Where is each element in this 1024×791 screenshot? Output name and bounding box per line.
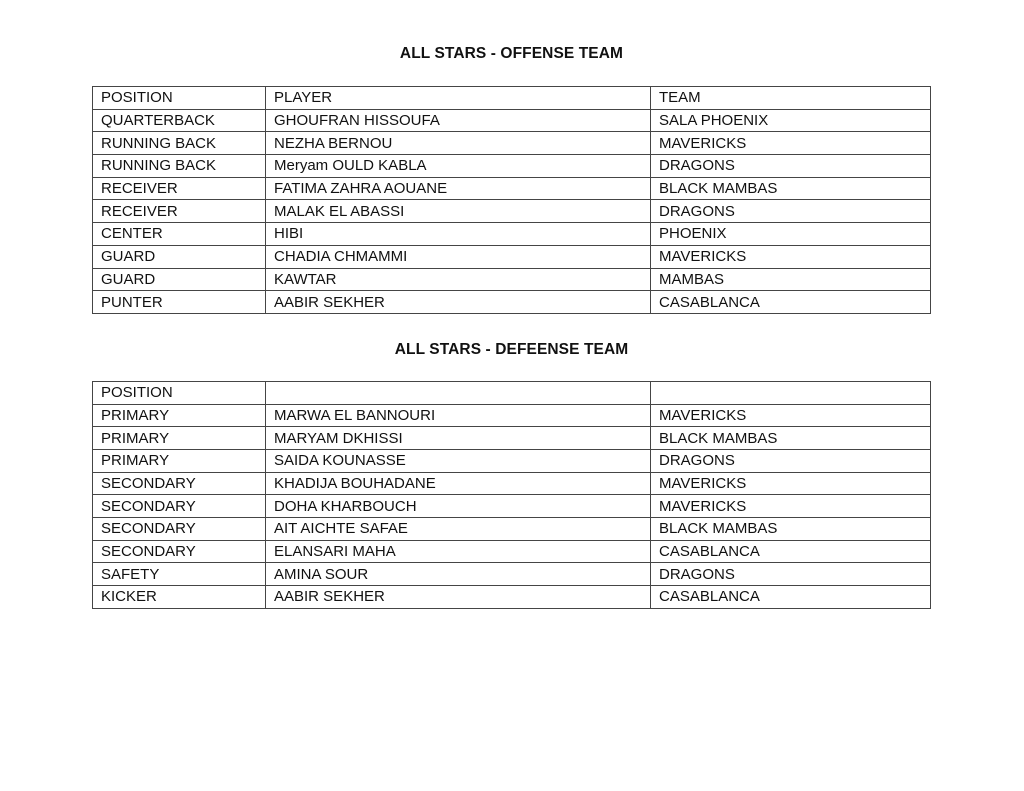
defense-roster-table: [92, 381, 931, 609]
cell-position: GUARD: [93, 268, 266, 291]
table-row: [93, 586, 931, 609]
cell-player: MARYAM DKHISSI: [266, 427, 651, 450]
cell-position: SECONDARY: [93, 495, 266, 518]
cell-position: SECONDARY: [93, 540, 266, 563]
cell-player: AABIR SEKHER: [266, 291, 651, 314]
cell-position: SAFETY: [93, 563, 266, 586]
offense-roster-table: [92, 86, 931, 314]
cell-team: CASABLANCA: [651, 540, 931, 563]
cell-team: MAVERICKS: [651, 245, 931, 268]
table-row: [93, 427, 931, 450]
cell-player: ELANSARI MAHA: [266, 540, 651, 563]
cell-team: DRAGONS: [651, 563, 931, 586]
table-row: [93, 245, 931, 268]
cell-player: GHOUFRAN HISSOUFA: [266, 109, 651, 132]
defense-header-row: [93, 381, 931, 404]
cell-position: SECONDARY: [93, 472, 266, 495]
cell-team: MAMBAS: [651, 268, 931, 291]
cell-player: KHADIJA BOUHADANE: [266, 472, 651, 495]
cell-position: GUARD: [93, 245, 266, 268]
cell-team: CASABLANCA: [651, 291, 931, 314]
offense-header-team: TEAM: [651, 87, 931, 110]
table-row: [93, 268, 931, 291]
table-row: [93, 540, 931, 563]
table-row: [93, 518, 931, 541]
cell-player: AIT AICHTE SAFAE: [266, 518, 651, 541]
defense-header-team: [651, 381, 931, 404]
cell-position: RUNNING BACK: [93, 132, 266, 155]
cell-team: SALA PHOENIX: [651, 109, 931, 132]
cell-player: FATIMA ZAHRA AOUANE: [266, 177, 651, 200]
defense-header-position: POSITION: [93, 381, 266, 404]
cell-player: AABIR SEKHER: [266, 586, 651, 609]
cell-player: SAIDA KOUNASSE: [266, 449, 651, 472]
cell-team: CASABLANCA: [651, 586, 931, 609]
cell-player: DOHA KHARBOUCH: [266, 495, 651, 518]
cell-position: PRIMARY: [93, 427, 266, 450]
cell-team: DRAGONS: [651, 155, 931, 178]
cell-player: NEZHA BERNOU: [266, 132, 651, 155]
cell-position: QUARTERBACK: [93, 109, 266, 132]
cell-position: RECEIVER: [93, 200, 266, 223]
cell-team: BLACK MAMBAS: [651, 518, 931, 541]
cell-position: KICKER: [93, 586, 266, 609]
table-row: [93, 449, 931, 472]
offense-header-player: PLAYER: [266, 87, 651, 110]
table-row: [93, 472, 931, 495]
table-row: [93, 200, 931, 223]
defense-header-player: [266, 381, 651, 404]
cell-team: PHOENIX: [651, 223, 931, 246]
cell-player: MALAK EL ABASSI: [266, 200, 651, 223]
cell-team: MAVERICKS: [651, 132, 931, 155]
defense-title: ALL STARS - DEFEENSE TEAM: [394, 340, 629, 358]
offense-header-row: [93, 87, 931, 110]
table-row: [93, 223, 931, 246]
cell-team: DRAGONS: [651, 200, 931, 223]
table-row: [93, 563, 931, 586]
cell-position: SECONDARY: [93, 518, 266, 541]
document-content: [92, 0, 931, 609]
cell-player: Meryam OULD KABLA: [266, 155, 651, 178]
cell-player: AMINA SOUR: [266, 563, 651, 586]
table-row: [93, 109, 931, 132]
cell-team: MAVERICKS: [651, 472, 931, 495]
cell-team: BLACK MAMBAS: [651, 177, 931, 200]
cell-team: MAVERICKS: [651, 404, 931, 427]
cell-position: RUNNING BACK: [93, 155, 266, 178]
cell-position: PUNTER: [93, 291, 266, 314]
table-row: [93, 495, 931, 518]
cell-team: DRAGONS: [651, 449, 931, 472]
cell-position: PRIMARY: [93, 404, 266, 427]
cell-player: KAWTAR: [266, 268, 651, 291]
table-row: [93, 155, 931, 178]
table-row: [93, 291, 931, 314]
offense-title: ALL STARS - OFFENSE TEAM: [399, 45, 624, 62]
cell-position: RECEIVER: [93, 177, 266, 200]
table-row: [93, 177, 931, 200]
cell-team: MAVERICKS: [651, 495, 931, 518]
cell-position: PRIMARY: [93, 449, 266, 472]
offense-header-position: POSITION: [93, 87, 266, 110]
table-row: [93, 132, 931, 155]
cell-player: CHADIA CHMAMMI: [266, 245, 651, 268]
table-row: [93, 404, 931, 427]
cell-team: BLACK MAMBAS: [651, 427, 931, 450]
cell-player: HIBI: [266, 223, 651, 246]
cell-player: MARWA EL BANNOURI: [266, 404, 651, 427]
cell-position: CENTER: [93, 223, 266, 246]
